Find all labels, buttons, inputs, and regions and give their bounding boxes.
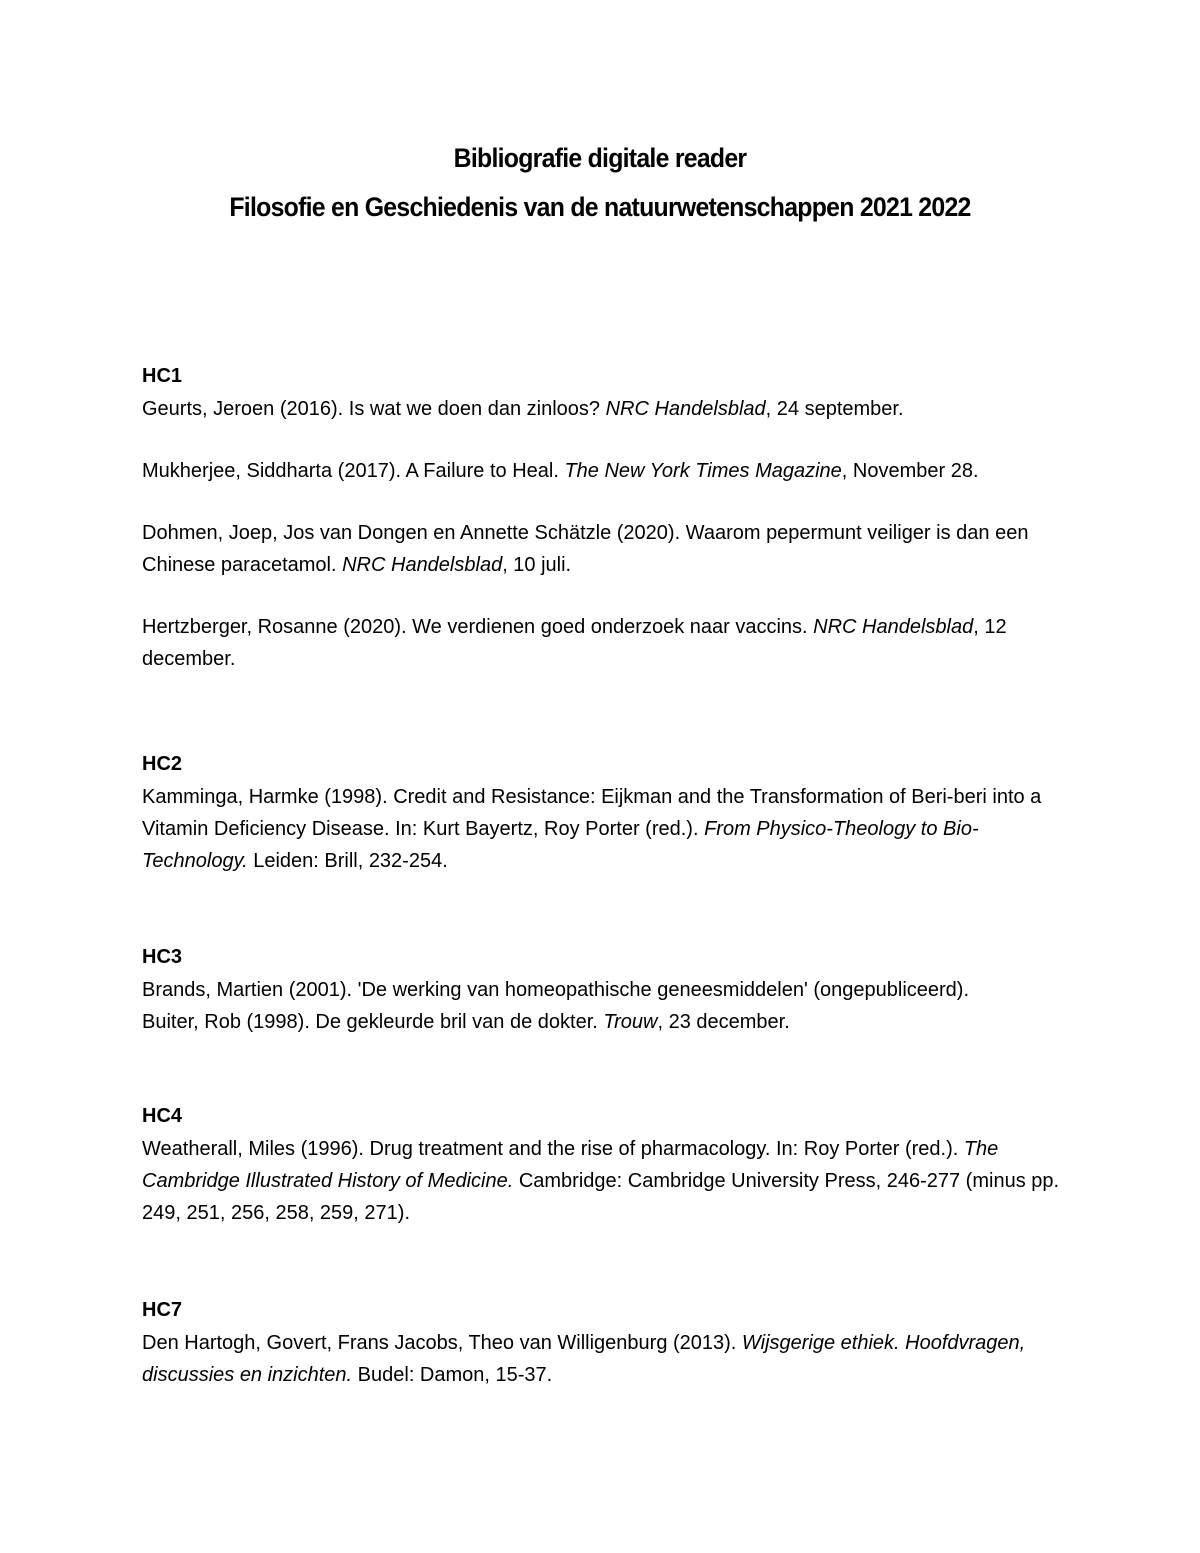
entry-source-title: The New York Times Magazine <box>564 460 842 482</box>
bibliography-entry <box>142 611 1082 675</box>
entry-text-tail: Budel: Damon, 15-37. <box>352 1364 553 1386</box>
bibliography-entry <box>142 1006 1082 1038</box>
bibliography-entry <box>142 517 1082 581</box>
entry-source-title: NRC Handelsblad <box>605 398 766 420</box>
section-hc4 <box>142 1100 1082 1229</box>
entry-source-title: The Cambridge Illustrated History of Medicine. <box>142 1138 999 1192</box>
entry-text-tail: Cambridge: Cambridge University Press, 246-277 (minus pp. 249, 251, 256, 258, 259, 271). <box>142 1170 1060 1224</box>
bibliography-entry <box>142 393 1082 425</box>
entry-text-tail: Leiden: Brill, 232-254. <box>247 850 448 872</box>
entry-text: Buiter, Rob (1998). De gekleurde bril van de dokter. <box>142 1011 604 1033</box>
bibliography-entry <box>142 455 1082 487</box>
entry-text: Geurts, Jeroen (2016). Is wat we doen dan zinloos? <box>142 398 606 420</box>
document-title: Bibliografie digitale reader <box>453 143 747 173</box>
entry-text: Den Hartogh, Govert, Frans Jacobs, Theo van Willigenburg (2013). <box>142 1332 742 1354</box>
section-heading: HC7 <box>142 1299 183 1321</box>
entry-source-title: NRC Handelsblad <box>342 554 503 576</box>
entry-text-tail: , 23 december. <box>657 1011 790 1033</box>
entry-text: Weatherall, Miles (1996). Drug treatment and the rise of pharmacology. In: Roy Porter (red.). <box>142 1138 964 1160</box>
entry-text: Brands, Martien (2001). 'De werking van homeopathische geneesmiddelen' (ongepubliceerd). <box>142 979 970 1001</box>
entry-text-tail: , 24 september. <box>765 398 904 420</box>
entry-text-tail: , November 28. <box>841 460 979 482</box>
section-heading: HC3 <box>142 946 183 968</box>
section-heading: HC2 <box>142 753 183 775</box>
bibliography-entry <box>142 1327 1082 1391</box>
entry-source-title: From Physico-Theology to Bio-Technology. <box>142 818 979 872</box>
entry-text-tail: , 10 juli. <box>502 554 572 576</box>
section-hc2 <box>142 748 1082 877</box>
entry-text: Kamminga, Harmke (1998). Credit and Resistance: Eijkman and the Transformation of Beri-beri into a Vitamin Deficiency Disease. In: Kurt Bayertz, Roy Porter (red.). <box>142 786 1042 840</box>
section-hc7 <box>142 1294 1082 1391</box>
entry-source-title: NRC Handelsblad <box>813 616 974 638</box>
section-heading: HC1 <box>142 365 183 387</box>
section-heading: HC4 <box>142 1105 183 1127</box>
entry-text-tail: , 12 december. <box>142 616 1007 670</box>
document-subtitle: Filosofie en Geschiedenis van de natuurwetenschappen 2021 2022 <box>229 192 971 222</box>
bibliography-entry <box>142 974 1082 1006</box>
entry-text: Mukherjee, Siddharta (2017). A Failure to Heal. <box>142 460 565 482</box>
entry-source-title: Trouw <box>603 1011 658 1033</box>
bibliography-entry <box>142 1133 1082 1229</box>
bibliography-entry <box>142 781 1082 877</box>
entry-text: Dohmen, Joep, Jos van Dongen en Annette Schätzle (2020). Waarom pepermunt veiliger is dan een Chinese paracetamol. <box>142 522 1029 576</box>
entry-source-title: Wijsgerige ethiek. Hoofdvragen, discussies en inzichten. <box>142 1332 1026 1386</box>
section-hc1 <box>142 360 1082 705</box>
section-hc3 <box>142 941 1082 1038</box>
entry-text: Hertzberger, Rosanne (2020). We verdienen goed onderzoek naar vaccins. <box>142 616 814 638</box>
